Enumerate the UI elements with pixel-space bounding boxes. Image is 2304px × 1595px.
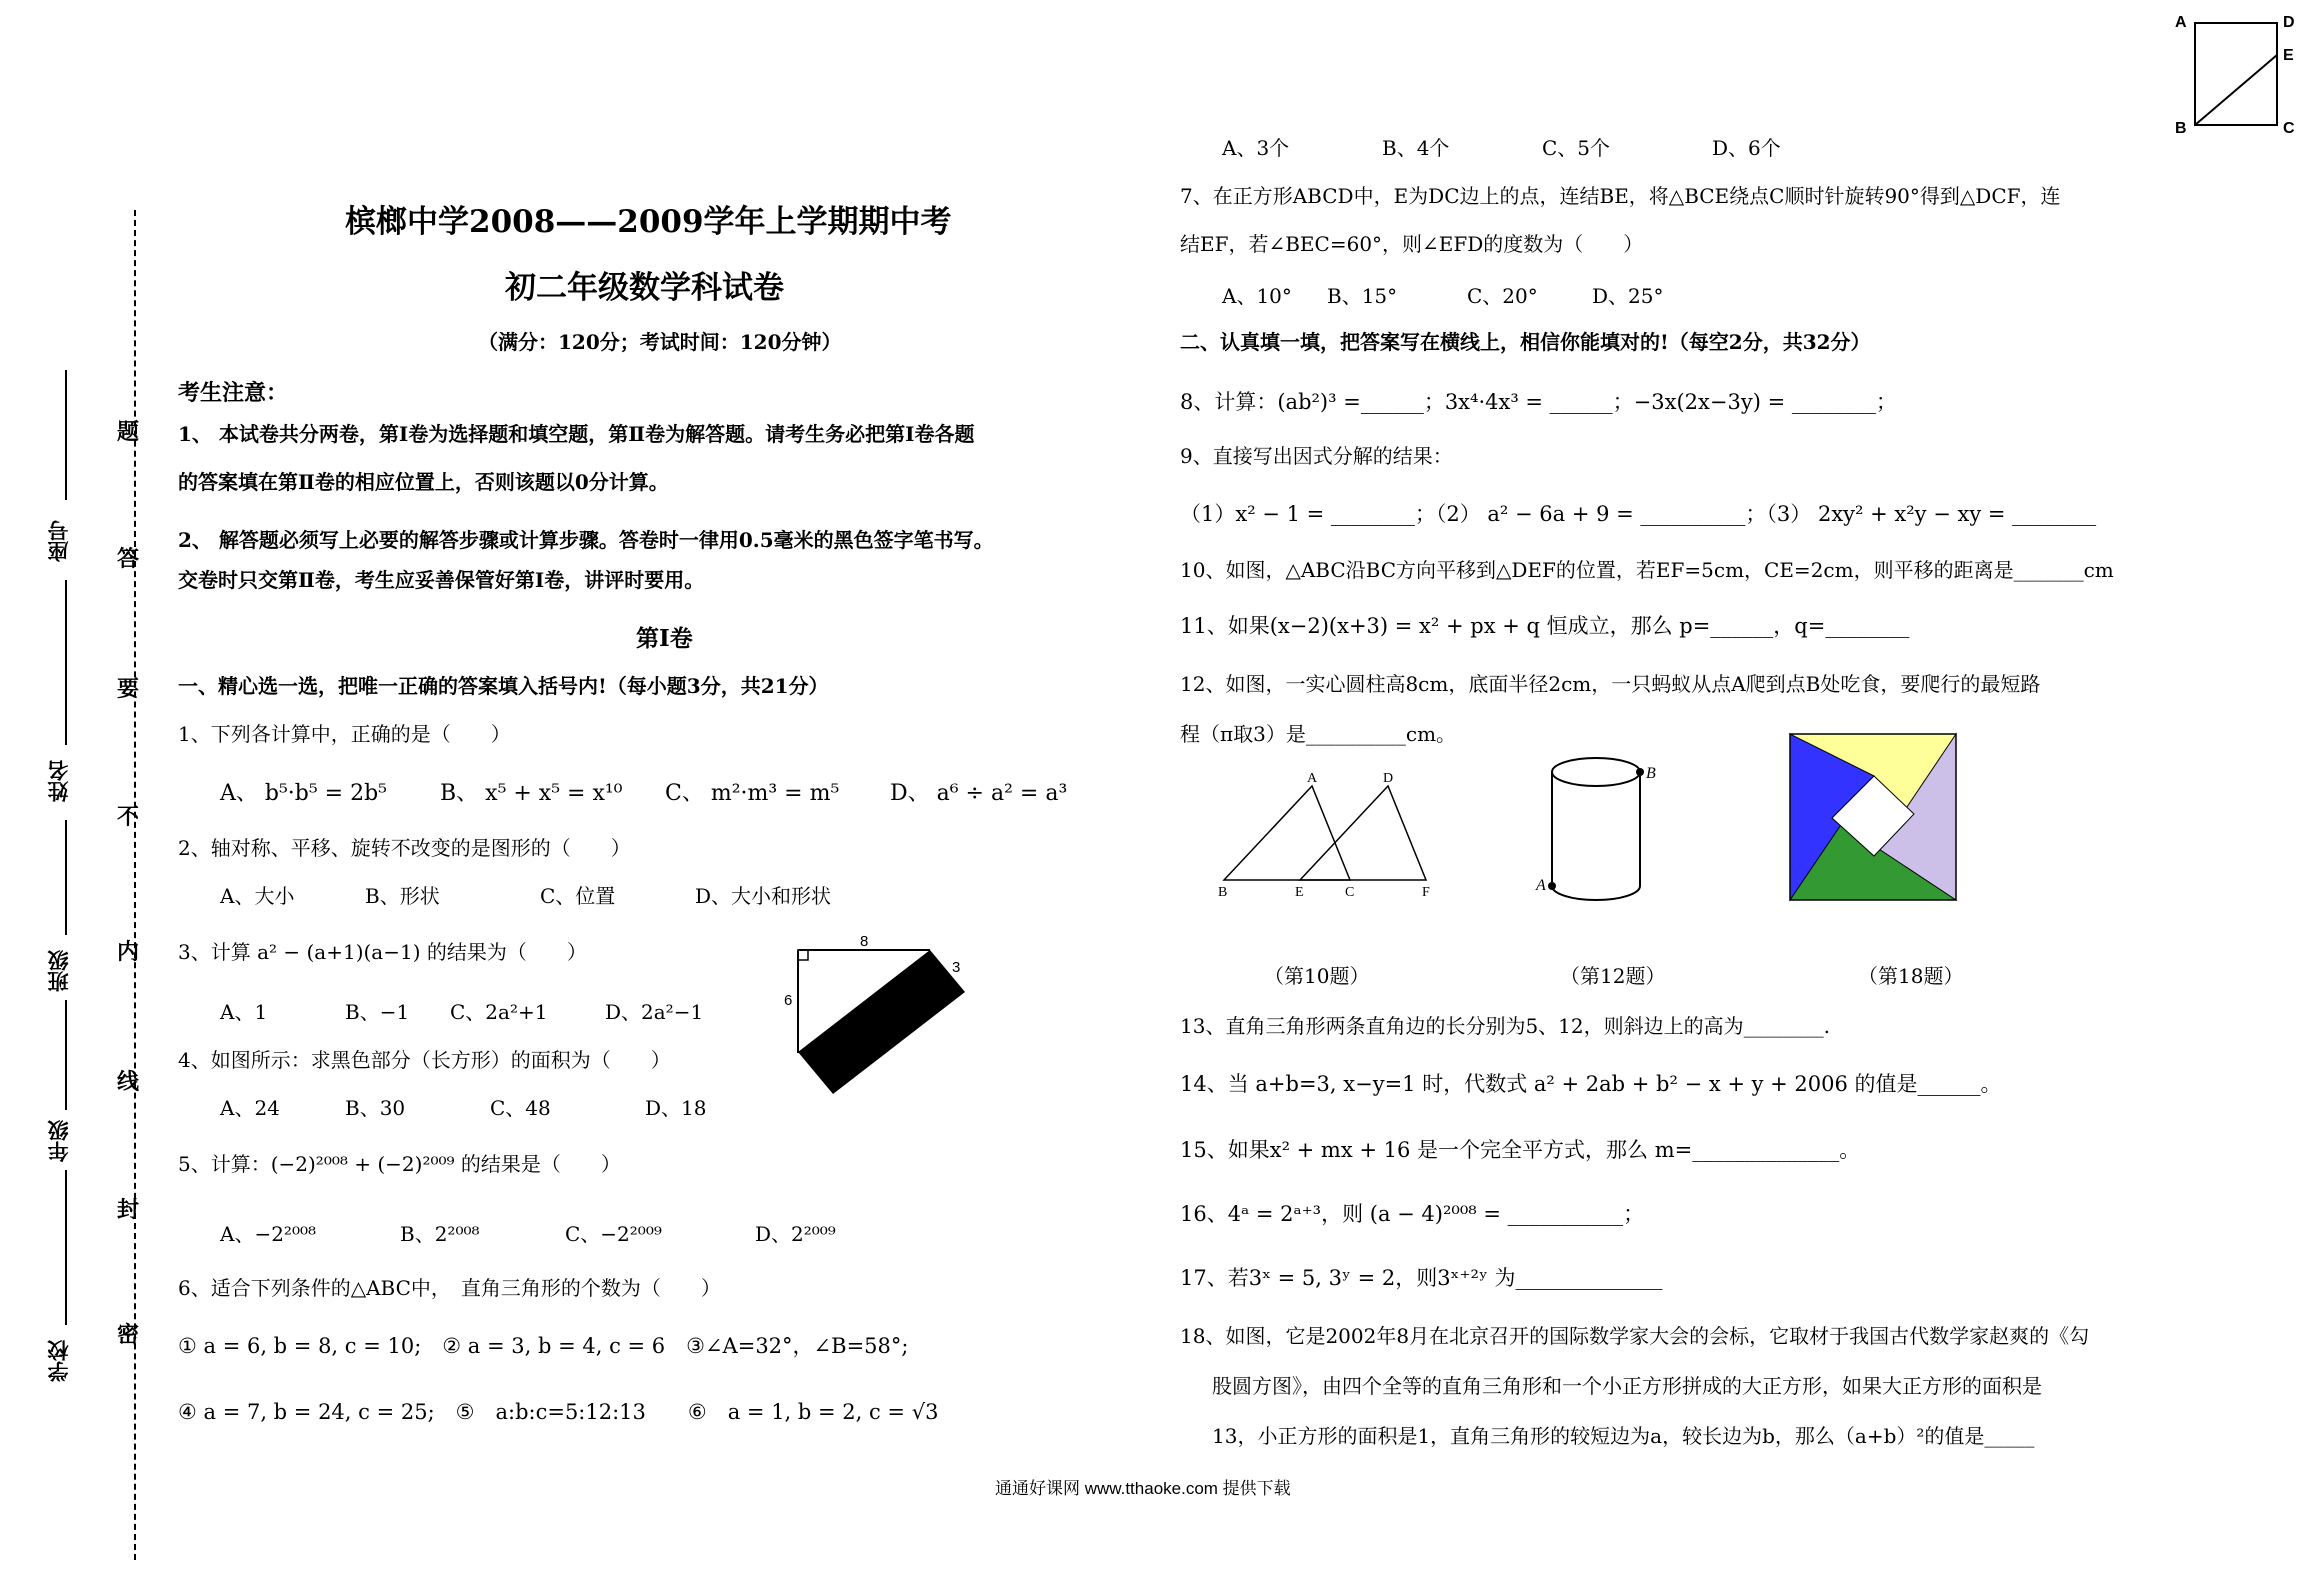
question-8: 8、计算：(ab²)³ =______；3x⁴·4x³ = ______；−3x(2x−3y) = ________； bbox=[1180, 390, 1897, 414]
question-3-options bbox=[220, 996, 703, 1025]
question-10: 10、如图，△ABC沿BC方向平移到△DEF的位置，若EF=5cm，CE=2cm，则平移的距离是_______cm bbox=[1180, 558, 2114, 582]
q2-option-a: A、大小 bbox=[220, 884, 295, 908]
fig10-label-c: C bbox=[1345, 885, 1355, 900]
question-18c: 13，小正方形的面积是1，直角三角形的较短边为a，较长边为b，那么（a+b）²的值是_____ bbox=[1212, 1424, 2035, 1448]
question-12b: 程（π取3）是__________cm。 bbox=[1180, 722, 1457, 746]
question-6-line-1: ① a = 6, b = 8, c = 10; ② a = 3, b = 4, c = 6 ③∠A=32°，∠B=58°; bbox=[178, 1334, 909, 1358]
fig12-label-a: A bbox=[1536, 877, 1546, 894]
exam-title: 槟榔中学2008——2009学年上学期期中考 bbox=[345, 204, 952, 240]
question-7-options bbox=[1222, 280, 1663, 309]
square-label-a: A bbox=[2175, 14, 2187, 31]
rectangle-figure bbox=[780, 930, 980, 1090]
fig-caption-12: （第12题） bbox=[1560, 964, 1666, 988]
question-1-options bbox=[220, 776, 1067, 807]
notice-2b: 交卷时只交第Ⅱ卷，考生应妥善保管好第Ⅰ卷，讲评时要用。 bbox=[178, 568, 705, 592]
cylinder-figure bbox=[1530, 750, 1670, 910]
question-2-options bbox=[220, 880, 831, 909]
fig10-label-f: F bbox=[1422, 885, 1430, 900]
side-fill-line-2 bbox=[65, 580, 67, 745]
question-7b: 结EF，若∠BEC=60°，则∠EFD的度数为（ ） bbox=[1180, 232, 1644, 256]
q3-option-d: D、2a²−1 bbox=[605, 1000, 704, 1024]
question-14: 14、当 a+b=3, x−y=1 时，代数式 a² + 2ab + b² − x + y + 2006 的值是______。 bbox=[1180, 1072, 2002, 1096]
q6-option-b: B、4个 bbox=[1382, 136, 1450, 160]
volume-title: 第Ⅰ卷 bbox=[636, 625, 693, 652]
square-label-e: E bbox=[2283, 47, 2294, 64]
question-6-line-2: ④ a = 7, b = 24, c = 25; ⑤ a:b:c=5:12:13 ⑥ a = 1, b = 2, c = √3 bbox=[178, 1400, 939, 1424]
zhao-shuang-square-figure bbox=[1786, 730, 1960, 904]
question-2: 2、轴对称、平移、旋转不改变的是图形的（ ） bbox=[178, 836, 631, 860]
notice-heading: 考生注意： bbox=[178, 380, 289, 406]
q5-option-a: A、−2²⁰⁰⁸ bbox=[220, 1222, 316, 1246]
square-label-c: C bbox=[2283, 120, 2295, 137]
notice-1b: 的答案填在第Ⅱ卷的相应位置上，否则该题以0分计算。 bbox=[178, 470, 669, 494]
q1-option-c: C、 m²·m³ = m⁵ bbox=[665, 781, 840, 806]
question-6: 6、适合下列条件的△ABC中， 直角三角形的个数为（ ） bbox=[178, 1276, 721, 1300]
side-label-school: 学校 bbox=[46, 1340, 71, 1382]
q7-option-b: B、15° bbox=[1327, 284, 1398, 308]
fig-caption-10: （第10题） bbox=[1264, 964, 1370, 988]
question-18b: 股圆方图》，由四个全等的直角三角形和一个小正方形拼成的大正方形，如果大正方形的面积是 bbox=[1212, 1374, 2042, 1398]
question-15: 15、如果x² + mx + 16 是一个完全平方式，那么 m=______________。 bbox=[1180, 1138, 1861, 1162]
q4-option-a: A、24 bbox=[220, 1096, 280, 1120]
q5-option-d: D、2²⁰⁰⁹ bbox=[755, 1222, 836, 1246]
notice-2a: 2、 解答题必须写上必要的解答步骤或计算步骤。答卷时一律用0.5毫米的黑色签字笔书写。 bbox=[178, 528, 994, 552]
fig-label-right: 3 bbox=[952, 959, 961, 976]
square-abcd-figure bbox=[2175, 15, 2300, 135]
fig12-label-b: B bbox=[1646, 765, 1656, 782]
side-label-class: 班级 bbox=[46, 950, 71, 992]
q7-option-c: C、20° bbox=[1467, 284, 1538, 308]
seal-hint-2: 要 bbox=[117, 676, 140, 702]
q2-option-b: B、形状 bbox=[365, 884, 440, 908]
question-11: 11、如果(x−2)(x+3) = x² + px + q 恒成立，那么 p=______，q=________ bbox=[1180, 614, 1910, 638]
fig-label-top: 8 bbox=[860, 933, 869, 950]
q1-option-d: D、 a⁶ ÷ a² = a³ bbox=[890, 781, 1068, 806]
fig10-label-d: D bbox=[1383, 771, 1394, 786]
question-5: 5、计算：(−2)²⁰⁰⁸ + (−2)²⁰⁰⁹ 的结果是（ ） bbox=[178, 1152, 621, 1176]
question-7a: 7、在正方形ABCD中，E为DC边上的点，连结BE，将△BCE绕点C顺时针旋转90°得到△DCF，连 bbox=[1180, 184, 2061, 208]
question-18a: 18、如图，它是2002年8月在北京召开的国际数学家大会的会标，它取材于我国古代数学家赵爽的《勾 bbox=[1180, 1324, 2090, 1348]
seal-hint-5: 线 bbox=[117, 1069, 140, 1095]
side-label-name: 姓名 bbox=[46, 760, 71, 802]
side-fill-line-1 bbox=[65, 370, 67, 500]
translation-triangles-figure bbox=[1210, 770, 1450, 900]
seal-hint-1: 答 bbox=[117, 546, 140, 572]
fig10-label-b: B bbox=[1218, 885, 1228, 900]
q7-option-a: A、10° bbox=[1222, 284, 1292, 308]
question-9-parts: （1）x² − 1 = ________；（2） a² − 6a + 9 = __________；（3） 2xy² + x²y − xy = ________ bbox=[1180, 502, 2097, 526]
q6-options bbox=[1222, 132, 1781, 161]
question-1: 1、下列各计算中，正确的是（ ） bbox=[178, 722, 511, 746]
question-12a: 12、如图，一实心圆柱高8cm，底面半径2cm，一只蚂蚁从点A爬到点B处吃食，要爬行的最短路 bbox=[1180, 672, 2041, 696]
square-label-d: D bbox=[2283, 14, 2295, 31]
seal-hint-0: 题 bbox=[117, 419, 140, 445]
question-9: 9、直接写出因式分解的结果： bbox=[1180, 444, 1453, 468]
q3-option-c: C、2a²+1 bbox=[450, 1000, 548, 1024]
question-3: 3、计算 a² − (a+1)(a−1) 的结果为（ ） bbox=[178, 940, 587, 964]
fig10-label-e: E bbox=[1295, 885, 1304, 900]
notice-1a: 1、 本试卷共分两卷，第Ⅰ卷为选择题和填空题，第Ⅱ卷为解答题。请考生务必把第Ⅰ卷各题 bbox=[178, 422, 975, 446]
q4-option-b: B、30 bbox=[345, 1096, 406, 1120]
side-label-grade: 年级 bbox=[46, 1120, 71, 1162]
q4-option-c: C、48 bbox=[490, 1096, 551, 1120]
question-17: 17、若3ˣ = 5, 3ʸ = 2，则3ˣ⁺²ʸ 为______________ bbox=[1180, 1266, 1663, 1290]
fig10-label-a: A bbox=[1307, 771, 1318, 786]
exam-subject: 初二年级数学科试卷 bbox=[505, 270, 784, 306]
exam-meta: （满分：120分；考试时间：120分钟） bbox=[478, 330, 842, 354]
q2-option-c: C、位置 bbox=[540, 884, 616, 908]
section-1-heading: 一、精心选一选，把唯一正确的答案填入括号内!（每小题3分，共21分） bbox=[178, 674, 829, 698]
side-fill-line-3 bbox=[65, 820, 67, 935]
side-fill-line-4 bbox=[65, 1000, 67, 1110]
page-footer: 通通好课网 www.tthaoke.com 提供下载 bbox=[995, 1479, 1291, 1498]
q4-option-d: D、18 bbox=[645, 1096, 707, 1120]
q5-option-c: C、−2²⁰⁰⁹ bbox=[565, 1222, 662, 1246]
q3-option-b: B、−1 bbox=[345, 1000, 410, 1024]
side-fill-line-5 bbox=[65, 1170, 67, 1325]
question-4: 4、如图所示：求黑色部分（长方形）的面积为（ ） bbox=[178, 1048, 671, 1072]
question-5-options bbox=[220, 1218, 836, 1247]
seal-hint-3: 不 bbox=[117, 804, 140, 830]
q7-option-d: D、25° bbox=[1592, 284, 1664, 308]
q5-option-b: B、2²⁰⁰⁸ bbox=[400, 1222, 480, 1246]
fig-label-left: 6 bbox=[784, 992, 793, 1009]
q1-option-a: A、 b⁵·b⁵ = 2b⁵ bbox=[220, 781, 387, 806]
q6-option-c: C、5个 bbox=[1542, 136, 1611, 160]
seal-hint-4: 内 bbox=[117, 939, 140, 965]
seal-line bbox=[134, 210, 136, 1560]
q6-option-a: A、3个 bbox=[1222, 136, 1290, 160]
q3-option-a: A、1 bbox=[220, 1000, 268, 1024]
q6-option-d: D、6个 bbox=[1712, 136, 1781, 160]
square-label-b: B bbox=[2175, 120, 2187, 137]
side-label-seat: 座号 bbox=[46, 520, 71, 562]
seal-hint-7: 密 bbox=[117, 1322, 140, 1348]
question-13: 13、直角三角形两条直角边的长分别为5、12，则斜边上的高为________. bbox=[1180, 1014, 1830, 1038]
section-2-heading: 二、认真填一填，把答案写在横线上，相信你能填对的!（每空2分，共32分） bbox=[1180, 330, 1871, 354]
q1-option-b: B、 x⁵ + x⁵ = x¹⁰ bbox=[440, 781, 623, 806]
question-16: 16、4ᵃ = 2ᵃ⁺³，则 (a − 4)²⁰⁰⁸ = ___________； bbox=[1180, 1202, 1645, 1226]
fig-caption-18: （第18题） bbox=[1858, 964, 1964, 988]
q2-option-d: D、大小和形状 bbox=[695, 884, 832, 908]
seal-hint-6: 封 bbox=[117, 1197, 140, 1223]
question-4-options bbox=[220, 1092, 706, 1121]
